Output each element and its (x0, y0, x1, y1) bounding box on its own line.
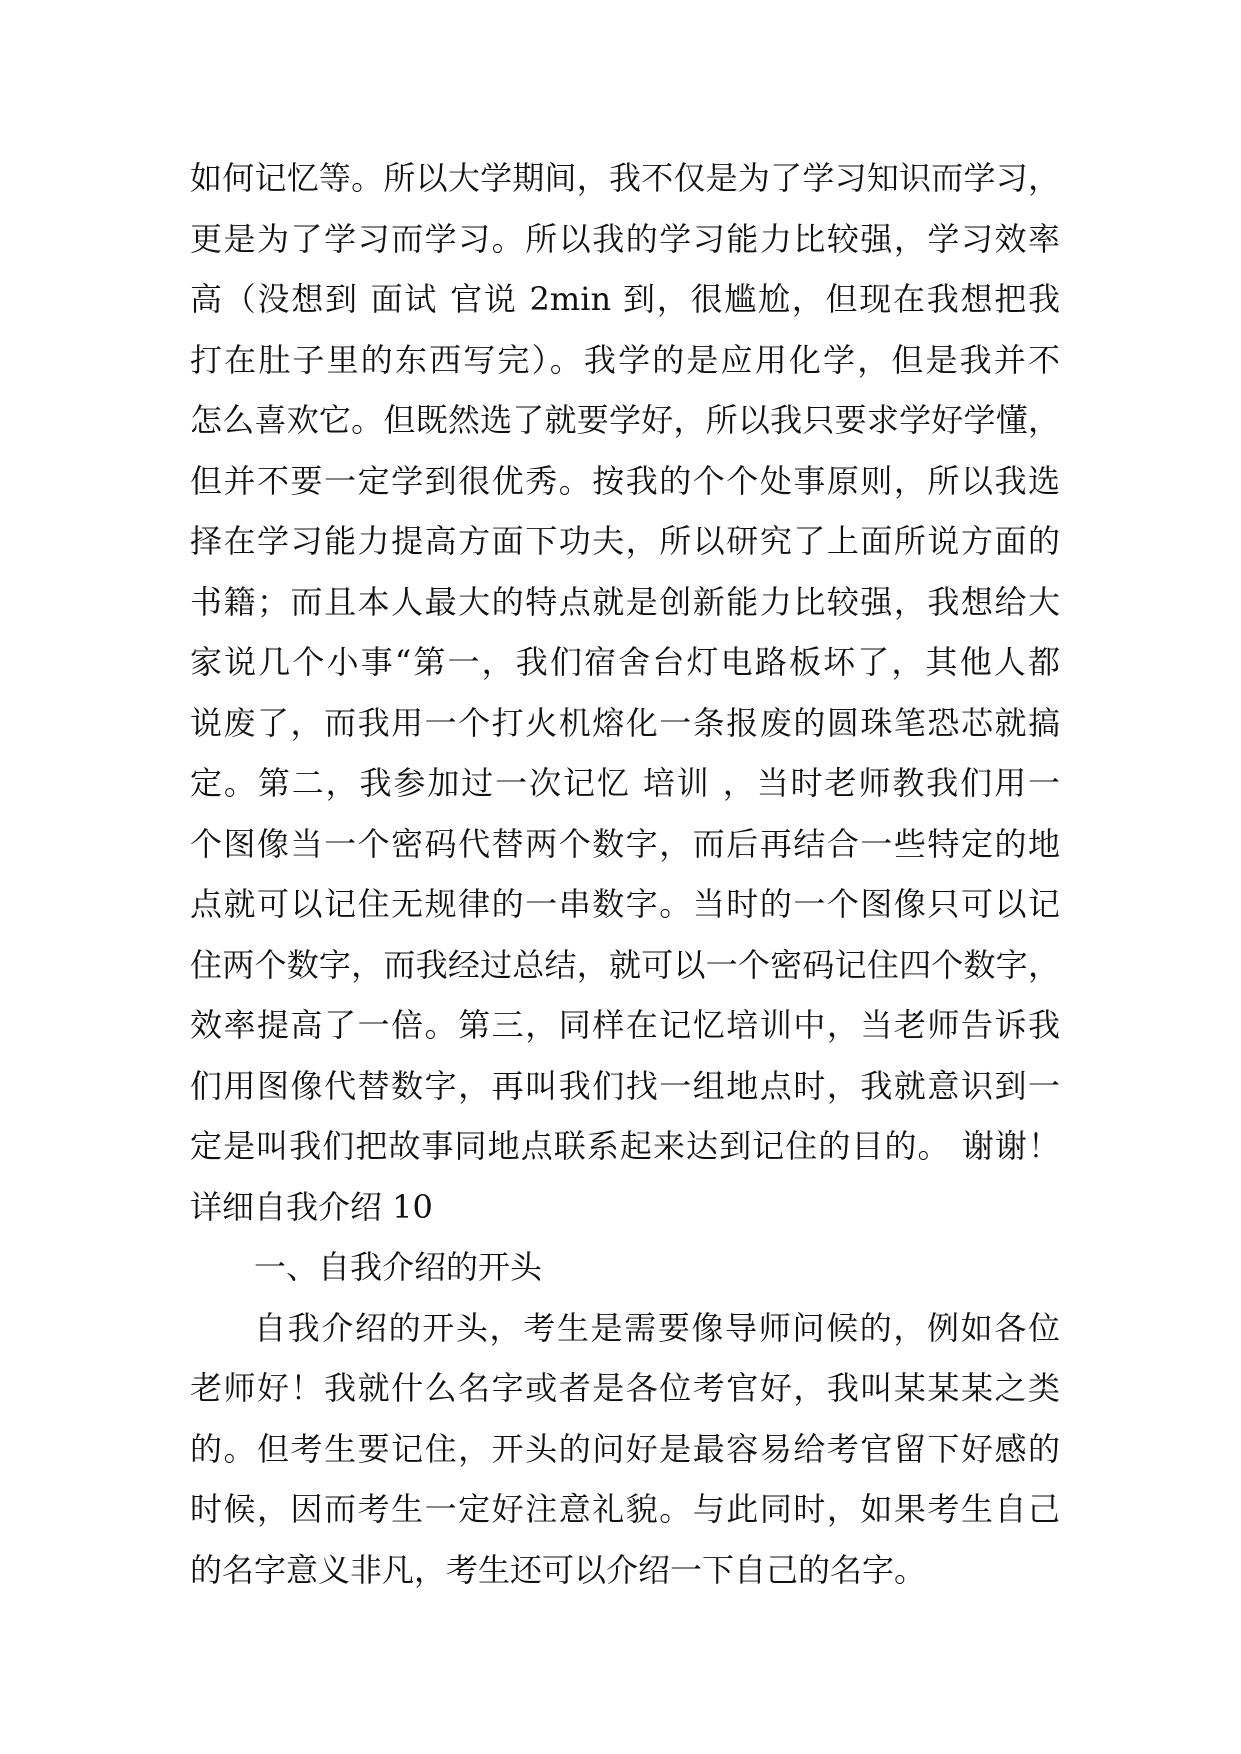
paragraph-line: 高（没想到 面试 官说 2min 到，很尴尬，但现在我想把我 (190, 280, 1060, 318)
paragraph-line: 个图像当一个密码代替两个数字，而后再结合一些特定的地 (190, 824, 1060, 863)
paragraph-line: 打在肚子里的东西写完）。我学的是应用化学，但是我并不 (190, 340, 1060, 379)
paragraph-line: 说废了，而我用一个打火机熔化一条报废的圆珠笔恐芯就搞 (190, 703, 1060, 742)
paragraph-line: 择在学习能力提高方面下功夫，所以研究了上面所说方面的 (190, 522, 1060, 560)
paragraph-line: 时候，因而考生一定好注意礼貌。与此同时，如果考生自己 (190, 1490, 1060, 1528)
paragraph-line: 们用图像代替数字，再叫我们找一组地点时，我就意识到一 (190, 1066, 1060, 1105)
paragraph-line: 效率提高了一倍。第三，同样在记忆培训中，当老师告诉我 (190, 1006, 1060, 1044)
paragraph-line: 自我介绍的开头，考生是需要像导师问候的，例如各位 (254, 1308, 1060, 1347)
paragraph-line: 如何记忆等。所以大学期间，我不仅是为了学习知识而学习， (190, 159, 1060, 197)
paragraph-line: 家说几个小事“第一，我们宿舍台灯电路板坏了，其他人都 (190, 643, 1060, 681)
paragraph-line: 书籍；而且本人最大的特点就是创新能力比较强，我想给大 (190, 582, 1060, 621)
paragraph-line: 定。第二，我参加过一次记忆 培训 ，当时老师教我们用一 (190, 764, 1060, 802)
paragraph-line: 更是为了学习而学习。所以我的学习能力比较强，学习效率 (190, 219, 1060, 258)
paragraph-line: 但并不要一定学到很优秀。按我的个个处事原则，所以我选 (190, 461, 1060, 500)
paragraph-line: 定是叫我们把故事同地点联系起来达到记住的目的。 谢谢！ (190, 1127, 1060, 1165)
document-body (190, 148, 1060, 1600)
paragraph-line: 的名字意义非凡，考生还可以介绍一下自己的名字。 (190, 1550, 927, 1589)
section-title: 详细自我介绍 10 (190, 1187, 433, 1226)
paragraph-line: 老师好！我就什么名字或者是各位考官好，我叫某某某之类 (190, 1369, 1060, 1407)
paragraph-line: 怎么喜欢它。但既然选了就要学好，所以我只要求学好学懂， (190, 401, 1060, 439)
subheading: 一、自我介绍的开头 (254, 1248, 543, 1286)
paragraph-line: 的。但考生要记住，开头的问好是最容易给考官留下好感的 (190, 1429, 1060, 1468)
paragraph-line: 点就可以记住无规律的一串数字。当时的一个图像只可以记 (190, 885, 1060, 923)
paragraph-line: 住两个数字，而我经过总结，就可以一个密码记住四个数字， (190, 945, 1060, 984)
